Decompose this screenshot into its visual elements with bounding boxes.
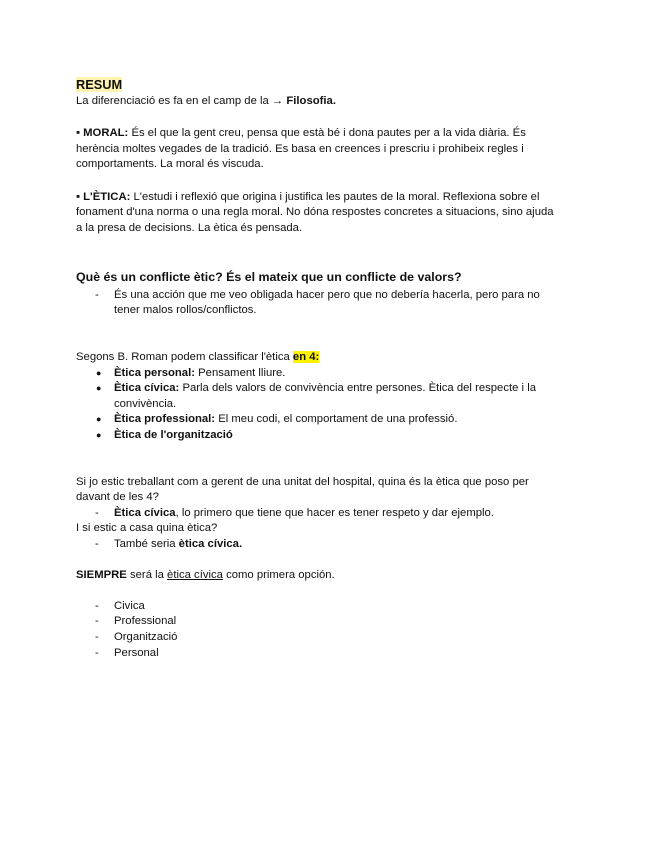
item-text: Parla dels valors de convivència entre persones. Ètica del respecte i la <box>179 382 536 394</box>
list-item <box>114 381 536 397</box>
roman-intro <box>76 350 319 366</box>
page-title <box>76 77 122 92</box>
gerent-question-1: Si jo estic treballant com a gerent de una unitat del hospital, quina és la ètica que poso per <box>76 476 529 488</box>
etica-text-1: L'estudi i reflexió que origina i justifica les pautes de la moral. Reflexiona sobre el <box>130 191 540 203</box>
casa-question: I si estic a casa quina ètica? <box>76 522 218 534</box>
item-text: Pensament lliure. <box>195 367 286 379</box>
conflicte-answer-1: És una acción que me veo obligada hacer pero que no debería hacerla, pero para no <box>114 289 540 301</box>
list-item: Personal <box>114 647 159 659</box>
gerent-answer <box>114 506 494 522</box>
item-text-continued: convivència. <box>114 398 177 410</box>
list-item <box>114 428 233 444</box>
dash-marker: - <box>95 289 99 301</box>
bullet-icon: ● <box>96 430 102 440</box>
etica-line-2: fonament d'una norma o una regla moral. No dóna respostes concretes a situacions, sino ajuda <box>76 206 554 218</box>
intro-text: La diferenciació es fa en el camp de la → <box>76 95 287 107</box>
etica-line-3: a la presa de decisions. La ètica és pensada. <box>76 222 303 234</box>
intro-filosofia: Filosofia. <box>286 95 336 107</box>
siempre-middle: será la <box>126 569 168 581</box>
item-label: Ètica cívica: <box>114 382 180 394</box>
list-item: Professional <box>114 615 177 627</box>
siempre-line <box>76 568 335 584</box>
item-label: Ètica personal: <box>114 367 195 379</box>
etica-label: ▪ L'ÈTICA: <box>76 191 131 203</box>
gerent-answer-rest: , lo primero que tiene que hacer es tener respeto y dar ejemplo. <box>175 507 494 519</box>
item-label: Ètica professional: <box>114 413 216 425</box>
dash-marker: - <box>95 600 99 612</box>
moral-label: ▪ MORAL: <box>76 127 129 139</box>
bullet-icon: ● <box>96 414 102 424</box>
dash-marker: - <box>95 538 99 550</box>
dash-marker: - <box>95 647 99 659</box>
siempre-end: como primera opción. <box>222 569 335 581</box>
dash-marker: - <box>95 507 99 519</box>
list-item <box>114 412 457 428</box>
etica-line-1 <box>76 190 539 206</box>
conflicte-answer-2: tener malos rollos/conflictos. <box>114 304 257 316</box>
list-item <box>114 366 285 382</box>
roman-intro-text: Segons B. Roman podem classificar l'ètica <box>76 351 293 363</box>
list-item: Organització <box>114 631 178 643</box>
casa-answer <box>114 537 242 553</box>
moral-line-1 <box>76 126 526 142</box>
moral-text-1: És el que la gent creu, pensa que està bé i dona pautes per a la vida diària. És <box>128 127 526 139</box>
casa-answer-bold: ètica cívica. <box>178 538 243 550</box>
intro-line <box>76 94 336 110</box>
resum-title: RESUM <box>76 77 123 92</box>
gerent-answer-bold: Ètica cívica <box>114 507 176 519</box>
gerent-question-2: davant de les 4? <box>76 491 159 503</box>
casa-answer-prefix: També seria <box>114 538 179 550</box>
moral-line-3: comportaments. La moral és viscuda. <box>76 158 264 170</box>
item-label: Ètica de l'organització <box>114 429 233 441</box>
bullet-icon: ● <box>96 383 102 393</box>
conflicte-heading: Què és un conflicte ètic? És el mateix que un conflicte de valors? <box>76 270 462 284</box>
dash-marker: - <box>95 615 99 627</box>
roman-intro-highlight: en 4: <box>292 351 320 363</box>
siempre-underlined: ètica cívica <box>167 569 223 581</box>
list-item: Civica <box>114 600 145 612</box>
dash-marker: - <box>95 631 99 643</box>
item-text: El meu codi, el comportament de una professió. <box>215 413 458 425</box>
siempre-bold: SIEMPRE <box>76 569 127 581</box>
bullet-icon: ● <box>96 368 102 378</box>
moral-line-2: herència moltes vegades de la tradició. Es basa en creences i prescriu i prohibeix regles i <box>76 143 524 155</box>
